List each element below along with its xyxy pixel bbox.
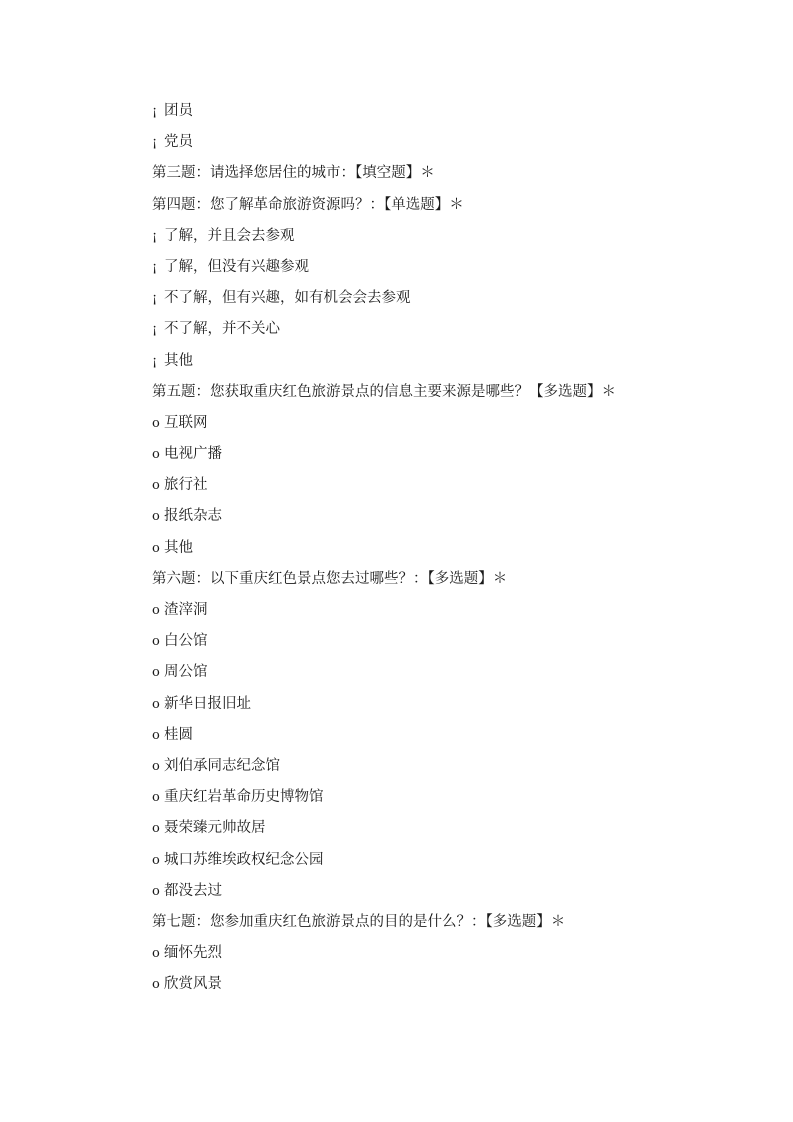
option-line — [152, 470, 752, 501]
option-line — [152, 938, 752, 969]
option-line — [152, 96, 752, 127]
option-text: 周公馆 — [164, 664, 208, 681]
option-line — [152, 969, 752, 1000]
checkbox-marker[interactable]: o — [152, 821, 160, 837]
option-text: 旅行社 — [164, 477, 208, 494]
option-text: 其他 — [164, 352, 193, 369]
option-text: 缅怀先烈 — [164, 945, 222, 962]
checkbox-marker[interactable]: o — [152, 447, 160, 463]
option-line — [152, 845, 752, 876]
question-title — [152, 564, 752, 595]
question-title — [152, 377, 752, 408]
option-line — [152, 439, 752, 470]
checkbox-marker[interactable]: o — [152, 977, 160, 993]
checkbox-marker[interactable]: o — [152, 540, 160, 556]
option-text: 电视广播 — [164, 446, 222, 463]
option-line — [152, 127, 752, 158]
option-text: 不了解，但有兴趣，如有机会会去参观 — [164, 290, 411, 307]
option-text: 团员 — [164, 103, 193, 119]
option-line — [152, 501, 752, 532]
question-text: 第七题：您参加重庆红色旅游景点的目的是什么？：【多选题】＊ — [152, 913, 566, 930]
checkbox-marker[interactable]: o — [152, 946, 160, 962]
question-text: 第三题：请选择您居住的城市：【填空题】＊ — [152, 165, 435, 182]
option-line — [152, 657, 752, 688]
option-line — [152, 314, 752, 345]
option-line — [152, 595, 752, 626]
question-title — [152, 190, 752, 221]
option-text: 渣滓洞 — [164, 602, 208, 618]
question-text: 第四题：您了解革命旅游资源吗？：【单选题】＊ — [152, 196, 464, 213]
option-line — [152, 533, 752, 564]
question-title — [152, 907, 752, 938]
option-line — [152, 720, 752, 751]
radio-marker[interactable]: ¡ — [152, 104, 158, 119]
option-text: 聂荣臻元帅故居 — [164, 820, 266, 837]
option-text: 城口苏维埃政权纪念公园 — [164, 851, 324, 868]
option-line — [152, 346, 752, 377]
checkbox-marker[interactable]: o — [152, 634, 160, 650]
radio-marker[interactable]: ¡ — [152, 259, 158, 275]
radio-marker[interactable]: ¡ — [152, 322, 158, 338]
checkbox-marker[interactable]: o — [152, 478, 160, 494]
checkbox-marker[interactable]: o — [152, 883, 160, 899]
option-line — [152, 408, 752, 439]
checkbox-marker[interactable]: o — [152, 758, 160, 774]
option-text: 了解，但没有兴趣参观 — [164, 258, 309, 275]
option-text: 互联网 — [164, 414, 208, 431]
radio-marker[interactable]: ¡ — [152, 135, 158, 151]
checkbox-marker[interactable]: o — [152, 665, 160, 681]
radio-marker[interactable]: ¡ — [152, 353, 158, 369]
question-text: 第五题：您获取重庆红色旅游景点的信息主要来源是哪些？【多选题】＊ — [152, 383, 616, 400]
option-line — [152, 252, 752, 283]
option-text: 其他 — [164, 539, 193, 556]
option-line — [152, 813, 752, 844]
radio-marker[interactable]: ¡ — [152, 291, 158, 307]
option-text: 新华日报旧址 — [164, 695, 251, 712]
option-text: 桂圆 — [164, 726, 193, 743]
checkbox-marker[interactable]: o — [152, 415, 160, 431]
option-text: 欣赏风景 — [164, 976, 222, 993]
option-text: 白公馆 — [164, 633, 208, 650]
option-line — [152, 782, 752, 813]
option-line — [152, 283, 752, 314]
radio-marker[interactable]: ¡ — [152, 228, 158, 244]
option-line — [152, 876, 752, 907]
option-text: 了解，并且会去参观 — [164, 227, 295, 244]
checkbox-marker[interactable]: o — [152, 727, 160, 743]
option-text: 党员 — [164, 134, 193, 151]
checkbox-marker[interactable]: o — [152, 790, 160, 806]
option-line — [152, 221, 752, 252]
option-text: 重庆红岩革命历史博物馆 — [164, 789, 324, 806]
survey-document — [152, 96, 752, 1000]
option-line — [152, 626, 752, 657]
checkbox-marker[interactable]: o — [152, 509, 160, 525]
question-title — [152, 158, 752, 189]
option-text: 刘伯承同志纪念馆 — [164, 757, 280, 774]
option-text: 报纸杂志 — [164, 508, 222, 525]
question-text: 第六题：以下重庆红色景点您去过哪些？：【多选题】＊ — [152, 570, 508, 587]
option-text: 都没去过 — [164, 882, 222, 899]
checkbox-marker[interactable]: o — [152, 852, 160, 868]
option-text: 不了解，并不关心 — [164, 321, 280, 338]
checkbox-marker[interactable]: o — [152, 696, 160, 712]
option-line — [152, 689, 752, 720]
checkbox-marker[interactable]: o — [152, 603, 160, 618]
option-line — [152, 751, 752, 782]
